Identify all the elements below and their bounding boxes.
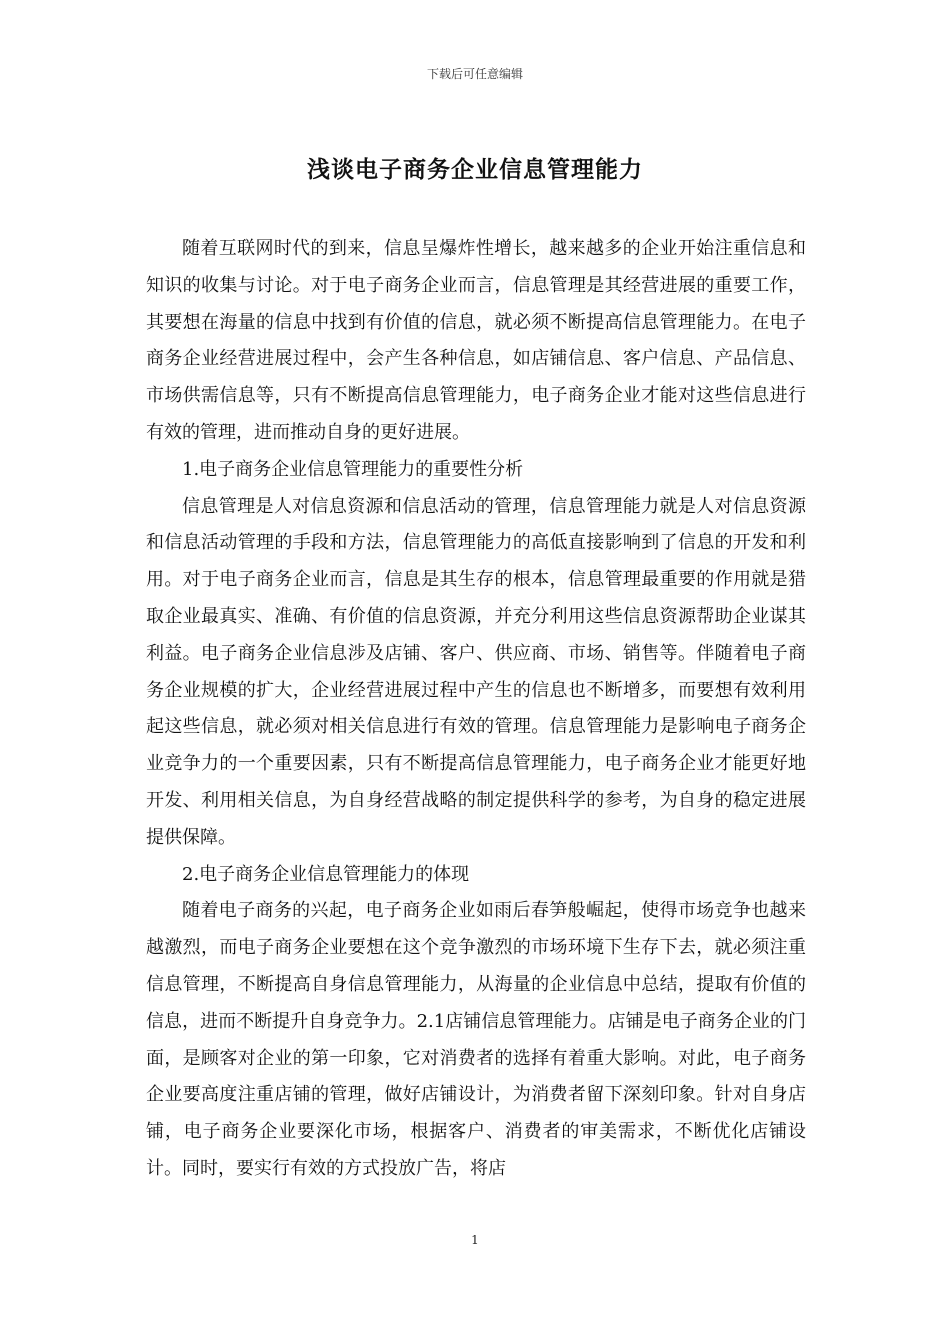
document-title: 浅谈电子商务企业信息管理能力 — [307, 157, 643, 183]
paragraph-intro: 随着互联网时代的到来，信息呈爆炸性增长，越来越多的企业开始注重信息和知识的收集与讨论。对于电子商务企业而言，信息管理是其经营进展的重要工作，其要想在海量的信息中找到有价值的信息，就必须不断提高信息管理能力。在电子商务企业经营进展过程中，会产生各种信息，如店铺信息、客户信息、产品信息、市场供需信息等，只有不断提高信息管理能力，电子商务企业才能对这些信息进行有效的管理，进而推动自身的更好进展。 — [146, 238, 806, 443]
section-heading-1: 1.电子商务企业信息管理能力的重要性分析 — [182, 458, 524, 480]
paragraph-section-1: 信息管理是人对信息资源和信息活动的管理，信息管理能力就是人对信息资源和信息活动管理的手段和方法，信息管理能力的高低直接影响到了信息的开发和利用。对于电子商务企业而言，信息是其生存的根本，信息管理最重要的作用就是猎取企业最真实、准确、有价值的信息资源，并充分利用这些信息资源帮助企业谋其利益。电子商务企业信息涉及店铺、客户、供应商、市场、销售等。伴随着电子商务企业规模的扩大，企业经营进展过程中产生的信息也不断增多，而要想有效利用起这些信息，就必须对相关信息进行有效的管理。信息管理能力是影响电子商务企业竞争力的一个重要因素，只有不断提高信息管理能力，电子商务企业才能更好地开发、利用相关信息，为自身经营战略的制定提供科学的参考，为自身的稳定进展提供保障。 — [146, 495, 806, 848]
document-body — [146, 231, 806, 1188]
header-note: 下载后可任意编辑 — [426, 67, 523, 81]
page-number: 1 — [471, 1233, 479, 1247]
paragraph-section-2: 随着电子商务的兴起，电子商务企业如雨后春笋般崛起，使得市场竞争也越来越激烈，而电子商务企业要想在这个竞争激烈的市场环境下生存下去，就必须注重信息管理，不断提高自身信息管理能力，从海量的企业信息中总结，提取有价值的信息，进而不断提升自身竞争力。2.1店铺信息管理能力。店铺是电子商务企业的门面，是顾客对企业的第一印象，它对消费者的选择有着重大影响。对此，电子商务企业要高度注重店铺的管理，做好店铺设计，为消费者留下深刻印象。针对自身店铺，电子商务企业要深化市场，根据客户、消费者的审美需求，不断优化店铺设计。同时，要实行有效的方式投放广告，将店 — [146, 900, 806, 1179]
section-heading-2: 2.电子商务企业信息管理能力的体现 — [182, 863, 470, 885]
